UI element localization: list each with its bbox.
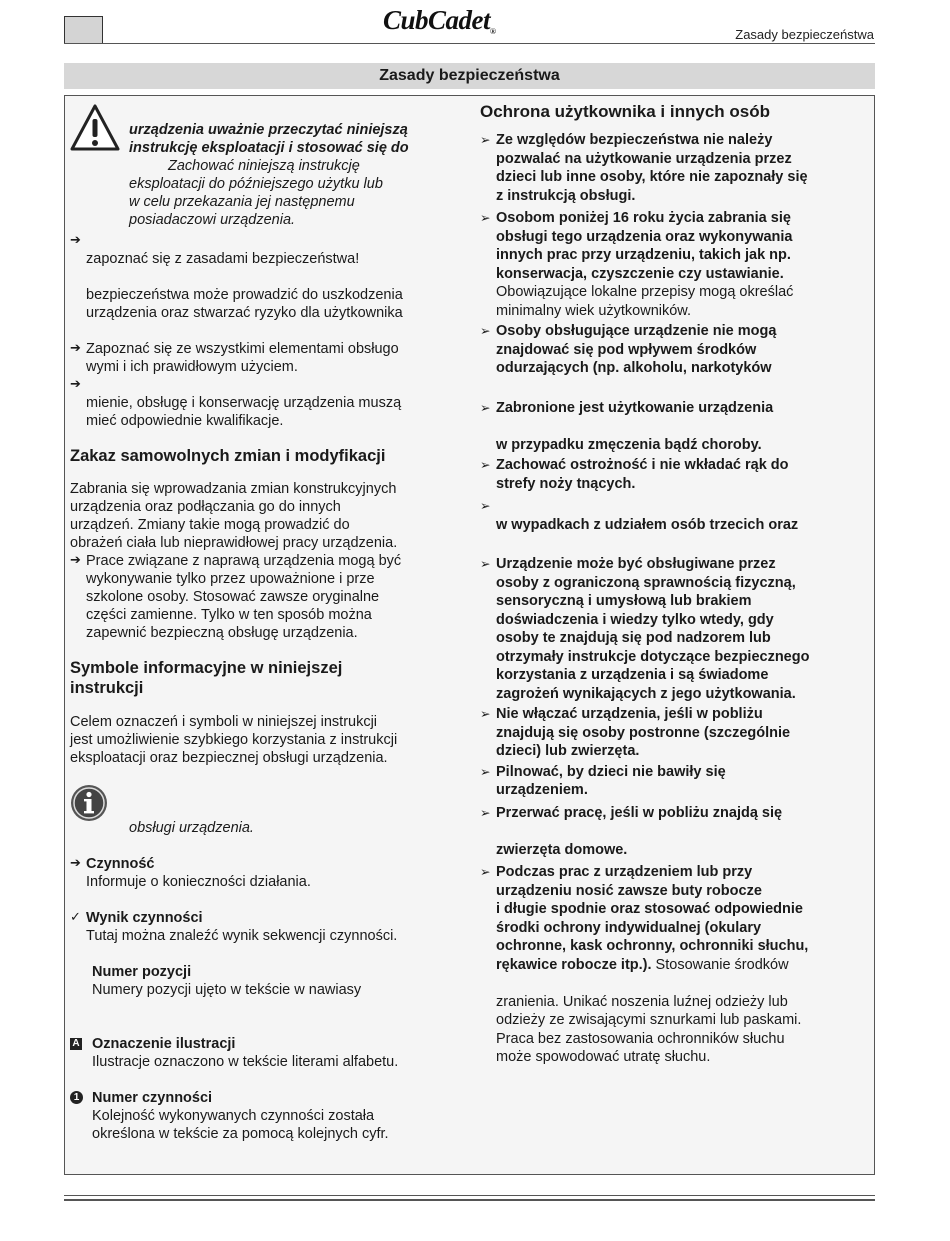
- list-item: ➢ Osoby obsługujące urządzenie nie mogą znajdować się pod wpływem środków odurzających (np. alkoholu, narkotyków: [480, 323, 777, 376]
- brand-logo: CubCadet®: [383, 5, 496, 36]
- section-heading: Ochrona użytkownika i innych osób: [480, 102, 770, 121]
- section-heading: Zakaz samowolnych zmian i modyfikacji: [70, 447, 386, 465]
- section-heading: Symbole informacyjne w niniejszej: [70, 659, 343, 677]
- instruction-item: ➔ mienie, obsługę i konserwację urządzenia muszą mieć odpowiednie kwalifikacje.: [70, 376, 402, 429]
- page-number-box: [64, 16, 103, 44]
- symbol-numer-pozycji: Numer pozycji Numery pozycji ujęto w tekście w nawiasy: [92, 964, 362, 998]
- symbol-wynik: ✓ Wynik czynności Tutaj można znaleźć wynik sekwencji czynności.: [70, 909, 398, 944]
- paragraph: Zabrania się wprowadzania zmian konstrukcyjnych urządzenia oraz podłączania go do innych urządzeń. Zmiany takie mogą prowadzić do obrażeń ciała lub nieprawidłowej pracy urządzenia.: [70, 481, 398, 551]
- bullet-arrow-icon: ➢: [480, 400, 491, 415]
- header-section-label: Zasady bezpieczeństwa: [735, 27, 874, 42]
- symbol-numer-czynnosci: 1 Numer czynności Kolejność wykonywanych czynności została określona w tekście za pomocą kolejnych cyfr.: [70, 1089, 460, 1143]
- bullet-arrow-icon: ➢: [480, 707, 491, 721]
- list-item: ➢ Przerwać pracę, jeśli w pobliżu znajdą się zwierzęta domowe.: [480, 804, 783, 858]
- instruction-item: ➔ Prace związane z naprawą urządzenia mogą być wykonywanie tylko przez upoważnione i prze szkolone osoby. Stosować zawsze oryginalne części zamienne. Tylko w ten sposób można zapewnić bezpieczną obsługę urządzenia.: [70, 552, 402, 641]
- letter-a-icon: A: [70, 1038, 82, 1050]
- warning-line: w celu przekazania jej następnemu: [129, 194, 355, 210]
- paragraph: bezpieczeństwa może prowadzić do uszkodzenia urządzenia oraz stwarzać ryzyko dla użytkownika: [86, 287, 403, 321]
- list-item: ➢ Zabronione jest użytkowanie urządzenia w przypadku zmęczenia bądź choroby.: [480, 399, 774, 453]
- list-item: ➢ Ze względów bezpieczeństwa nie należy pozwalać na użytkowanie urządzenia przez dzieci lub inne osoby, które nie zapoznały się z instrukcją obsługi.: [480, 132, 808, 204]
- symbol-czynnosc: ➔ Czynność Informuje o konieczności działania.: [70, 855, 311, 890]
- page-title: Zasady bezpieczeństwa: [64, 63, 875, 89]
- symbol-oznaczenie: A Oznaczenie ilustracji Ilustracje oznaczono w tekście literami alfabetu.: [70, 1035, 460, 1071]
- arrow-right-icon: ➔: [70, 855, 81, 870]
- list-item: ➢ Osobom poniżej 16 roku życia zabrania się obsługi tego urządzenia oraz wykonywania innych prac przy urządzeniu, takich jak np. konserwacja, czyszczenie czy ustawianie. Obowiązujące lokalne przepisy mogą określać minimalny wiek użytkowników.: [480, 210, 794, 319]
- bullet-arrow-icon: ➢: [480, 499, 491, 513]
- bullet-arrow-icon: ➢: [480, 805, 491, 820]
- right-column: [480, 100, 865, 1067]
- bullet-arrow-icon: ➢: [480, 557, 491, 571]
- arrow-right-icon: ➔: [70, 552, 81, 567]
- list-item: ➢ Pilnować, by dzieci nie bawiły się urządzeniem.: [480, 763, 726, 798]
- arrow-right-icon: ➔: [70, 376, 81, 391]
- warning-line: posiadaczowi urządzenia.: [129, 212, 296, 228]
- list-item: ➢ Zachować ostrożność i nie wkładać rąk do strefy noży tnących.: [480, 457, 789, 492]
- bullet-arrow-icon: ➢: [480, 865, 491, 879]
- warning-block: [70, 100, 460, 229]
- footer-divider: [64, 1195, 875, 1196]
- bullet-arrow-icon: ➢: [480, 764, 491, 779]
- header-divider: [64, 43, 875, 44]
- instruction-item: ➔ Zapoznać się ze wszystkimi elementami obsługo wymi i ich prawidłowym użyciem.: [70, 340, 399, 375]
- check-icon: ✓: [70, 909, 81, 924]
- instruction-text: zapoznać się z zasadami bezpieczeństwa!: [86, 251, 360, 267]
- paragraph: Celem oznaczeń i symboli w niniejszej instrukcji jest umożliwienie szybkiego korzystania z instrukcji eksploatacji oraz bezpiecznej obsługi urządzenia.: [70, 714, 398, 766]
- list-item: ➢ Urządzenie może być obsługiwane przez osoby z ograniczoną sprawnością fizyczną, sensoryczną i umysłową lub brakiem doświadczenia i wiedzy tylko wtedy, gdy osoby te znajdują się pod nadzorem lub otrzymały instrukcje dotyczące bezpiecznego korzystania z urządzenia i są świadome zagrożeń wynikających z jego użytkowania.: [480, 556, 810, 702]
- bullet-arrow-icon: ➢: [480, 211, 491, 225]
- section-heading: instrukcji: [70, 679, 144, 697]
- footer-divider: [64, 1199, 875, 1201]
- bullet-arrow-icon: ➢: [480, 324, 491, 338]
- list-item: ➢ Podczas prac z urządzeniem lub przy urządzeniu nosić zawsze buty robocze i długie spodnie oraz stosować odpowiednie środki ochrony indywidualnej (okulary ochronne, kask ochronny, ochronniki słuchu, rękawice robocze itp.). Stosowanie środków zranienia. Unikać noszenia luźnej odzieży lub odzieży ze zwisającymi sznurkami lub paskami. Praca bez zastosowania ochronników słuchu może spowodować utratę słuchu.: [480, 864, 809, 1065]
- warning-line: Zachować niniejszą instrukcję: [168, 158, 360, 174]
- arrow-right-icon: ➔: [70, 340, 81, 355]
- warning-line: instrukcję eksploatacji i stosować się do: [129, 140, 409, 156]
- arrow-right-icon: ➔: [70, 232, 81, 247]
- bullet-arrow-icon: ➢: [480, 133, 491, 147]
- instruction-item: [70, 232, 460, 268]
- list-item: ➢ w wypadkach z udziałem osób trzecich oraz: [480, 499, 799, 533]
- list-item: ➢ Nie włączać urządzenia, jeśli w pobliżu znajdują się osoby postronne (szczególnie dzieci) lub zwierzęta.: [480, 706, 791, 759]
- warning-line: urządzenia uważnie przeczytać niniejszą: [129, 122, 408, 138]
- number-one-icon: 1: [70, 1091, 83, 1104]
- left-column: [70, 100, 460, 1143]
- warning-line: eksploatacji do późniejszego użytku lub: [129, 176, 383, 192]
- info-text: obsługi urządzenia.: [129, 820, 254, 836]
- bullet-arrow-icon: ➢: [480, 458, 491, 472]
